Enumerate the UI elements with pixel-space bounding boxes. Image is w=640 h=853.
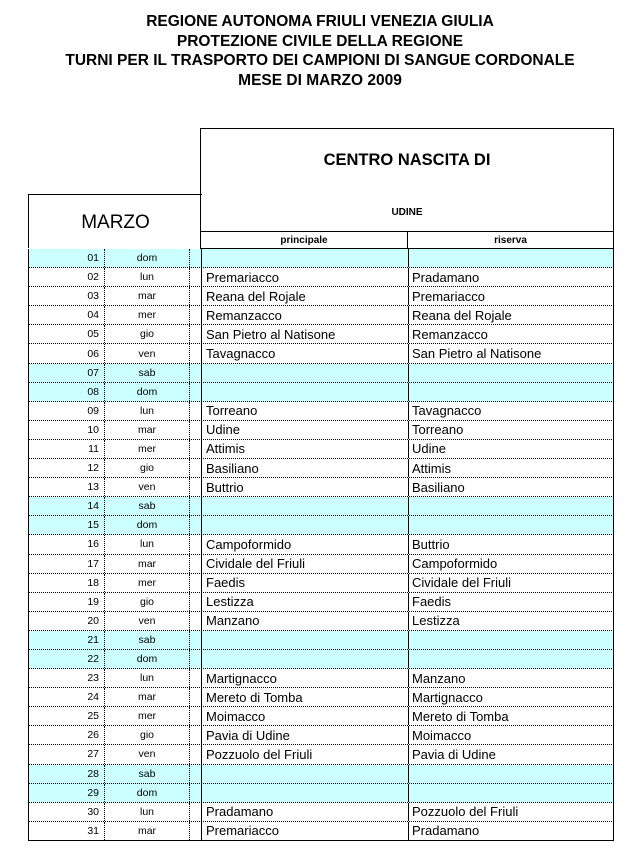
riserva-cell	[408, 784, 614, 802]
riserva-cell: Torreano	[408, 421, 614, 439]
month-header	[28, 194, 202, 248]
table-row	[28, 402, 614, 421]
table-row	[28, 459, 614, 478]
day-cell: 05	[87, 328, 99, 341]
riserva-cell: San Pietro al Natisone	[408, 344, 614, 362]
principale-cell	[201, 364, 408, 382]
weekday-cell: lun	[104, 535, 189, 553]
principale-cell	[201, 249, 408, 267]
day-cell: 10	[87, 423, 99, 436]
riserva-cell: Pavia di Udine	[408, 745, 614, 763]
principale-cell: Premariacco	[201, 822, 408, 840]
spacer-cell	[189, 822, 201, 840]
schedule-table	[28, 249, 614, 841]
day-cell: 18	[87, 576, 99, 589]
spacer-cell	[189, 574, 201, 592]
table-row	[28, 516, 614, 535]
weekday-cell: mer	[104, 306, 189, 324]
riserva-cell: Attimis	[408, 459, 614, 477]
centro-nascita-title: CENTRO NASCITA DI	[323, 151, 491, 169]
table-row	[28, 650, 614, 669]
table-row	[28, 478, 614, 497]
day-cell: 11	[88, 442, 99, 455]
principale-cell	[201, 650, 408, 668]
day-cell: 04	[87, 309, 99, 322]
principale-cell: Pavia di Udine	[201, 726, 408, 744]
table-row	[28, 249, 614, 268]
header-line-turni: TURNI PER IL TRASPORTO DEI CAMPIONI DI SANGUE CORDONALE	[65, 52, 575, 69]
centro-nascita-name: UDINE	[391, 207, 423, 218]
principale-cell	[201, 631, 408, 649]
table-row	[28, 383, 614, 402]
weekday-cell: gio	[104, 593, 189, 611]
riserva-cell: Tavagnacco	[408, 402, 614, 420]
weekday-cell: ven	[104, 478, 189, 496]
spacer-cell	[189, 459, 201, 477]
weekday-cell: mar	[104, 421, 189, 439]
weekday-cell: mar	[104, 688, 189, 706]
principale-cell: Campoformido	[201, 535, 408, 553]
weekday-cell: dom	[104, 516, 189, 534]
day-cell: 25	[87, 710, 99, 723]
principale-cell: Udine	[201, 421, 408, 439]
spacer-cell	[189, 440, 201, 458]
column-header-principale: principale	[201, 232, 408, 248]
table-row	[28, 765, 614, 784]
day-cell: 09	[87, 404, 99, 417]
spacer-cell	[189, 421, 201, 439]
riserva-cell: Buttrio	[408, 535, 614, 553]
table-row	[28, 497, 614, 516]
day-cell: 08	[87, 385, 99, 398]
table-row	[28, 688, 614, 707]
riserva-cell: Pozzuolo del Friuli	[408, 803, 614, 821]
weekday-cell: lun	[104, 669, 189, 687]
weekday-cell: ven	[104, 344, 189, 362]
day-cell: 16	[87, 538, 99, 551]
riserva-cell	[408, 765, 614, 783]
spacer-cell	[189, 650, 201, 668]
spacer-cell	[189, 402, 201, 420]
spacer-cell	[189, 803, 201, 821]
day-cell: 14	[87, 500, 99, 513]
principale-cell: Buttrio	[201, 478, 408, 496]
spacer-cell	[189, 612, 201, 630]
table-row	[28, 287, 614, 306]
spacer-cell	[189, 707, 201, 725]
table-row	[28, 421, 614, 440]
table-row	[28, 612, 614, 631]
principale-cell: Lestizza	[201, 593, 408, 611]
table-row	[28, 555, 614, 574]
spacer-cell	[189, 631, 201, 649]
spacer-cell	[189, 555, 201, 573]
principale-cell	[201, 784, 408, 802]
document-header	[0, 12, 640, 90]
weekday-cell: sab	[104, 631, 189, 649]
table-row	[28, 306, 614, 325]
spacer-cell	[189, 784, 201, 802]
riserva-cell: Campoformido	[408, 555, 614, 573]
weekday-cell: dom	[104, 650, 189, 668]
day-cell: 24	[87, 691, 99, 704]
principale-cell: Mereto di Tomba	[201, 688, 408, 706]
principale-cell: Remanzacco	[201, 306, 408, 324]
weekday-cell: mar	[104, 555, 189, 573]
weekday-cell: mar	[104, 822, 189, 840]
day-cell: 23	[87, 672, 99, 685]
riserva-cell: Mereto di Tomba	[408, 707, 614, 725]
riserva-cell: Manzano	[408, 669, 614, 687]
riserva-cell	[408, 364, 614, 382]
weekday-cell: mar	[104, 287, 189, 305]
principale-cell: Premariacco	[201, 268, 408, 286]
riserva-cell: Pradamano	[408, 268, 614, 286]
spacer-cell	[189, 478, 201, 496]
weekday-cell: lun	[104, 268, 189, 286]
riserva-cell	[408, 249, 614, 267]
riserva-cell: Moimacco	[408, 726, 614, 744]
principale-cell: Reana del Rojale	[201, 287, 408, 305]
spacer-cell	[189, 765, 201, 783]
principale-cell: San Pietro al Natisone	[201, 325, 408, 343]
day-cell: 28	[87, 767, 99, 780]
header-line-protezione: PROTEZIONE CIVILE DELLA REGIONE	[176, 32, 464, 50]
principale-cell: Tavagnacco	[201, 344, 408, 362]
header-line-region: REGIONE AUTONOMA FRIULI VENEZIA GIULIA	[146, 13, 494, 30]
principale-cell: Cividale del Friuli	[201, 555, 408, 573]
table-row	[28, 707, 614, 726]
spacer-cell	[189, 745, 201, 763]
spacer-cell	[189, 516, 201, 534]
spacer-cell	[189, 688, 201, 706]
weekday-cell: mer	[104, 440, 189, 458]
table-row	[28, 745, 614, 764]
table-row	[28, 440, 614, 459]
spacer-cell	[189, 249, 201, 267]
principale-cell: Pradamano	[201, 803, 408, 821]
weekday-cell: lun	[104, 803, 189, 821]
weekday-cell: mer	[104, 574, 189, 592]
riserva-cell: Pradamano	[408, 822, 614, 840]
riserva-cell: Udine	[408, 440, 614, 458]
day-cell: 07	[87, 366, 99, 379]
riserva-cell: Remanzacco	[408, 325, 614, 343]
spacer-cell	[189, 364, 201, 382]
day-cell: 19	[87, 595, 99, 608]
day-cell: 15	[87, 519, 99, 532]
table-row	[28, 574, 614, 593]
riserva-cell: Cividale del Friuli	[408, 574, 614, 592]
spacer-cell	[189, 344, 201, 362]
spacer-cell	[189, 287, 201, 305]
weekday-cell: gio	[104, 325, 189, 343]
day-cell: 26	[87, 729, 99, 742]
spacer-cell	[189, 268, 201, 286]
riserva-cell	[408, 497, 614, 515]
weekday-cell: ven	[104, 612, 189, 630]
day-cell: 29	[87, 786, 99, 799]
spacer-cell	[189, 726, 201, 744]
column-subheaders	[200, 231, 614, 249]
weekday-cell: mer	[104, 707, 189, 725]
day-cell: 13	[87, 481, 99, 494]
table-row	[28, 803, 614, 822]
table-row	[28, 344, 614, 363]
riserva-cell: Lestizza	[408, 612, 614, 630]
weekday-cell: dom	[104, 249, 189, 267]
spacer-cell	[189, 593, 201, 611]
principale-cell: Torreano	[201, 402, 408, 420]
spacer-cell	[189, 306, 201, 324]
table-row	[28, 822, 614, 841]
riserva-cell	[408, 631, 614, 649]
table-row	[28, 726, 614, 745]
day-cell: 01	[87, 252, 99, 265]
riserva-cell: Basiliano	[408, 478, 614, 496]
header-line-mese: MESE DI MARZO 2009	[238, 71, 402, 89]
riserva-cell: Reana del Rojale	[408, 306, 614, 324]
spacer-cell	[189, 383, 201, 401]
centro-nascita-header	[200, 128, 614, 232]
weekday-cell: dom	[104, 784, 189, 802]
day-cell: 22	[87, 653, 99, 666]
principale-cell: Martignacco	[201, 669, 408, 687]
table-row	[28, 631, 614, 650]
spacer-cell	[189, 535, 201, 553]
principale-cell: Attimis	[201, 440, 408, 458]
table-row	[28, 535, 614, 554]
principale-cell	[201, 383, 408, 401]
weekday-cell: lun	[104, 402, 189, 420]
principale-cell	[201, 765, 408, 783]
weekday-cell: sab	[104, 497, 189, 515]
weekday-cell: gio	[104, 726, 189, 744]
table-row	[28, 325, 614, 344]
day-cell: 30	[87, 805, 99, 818]
day-cell: 20	[87, 614, 99, 627]
table-row	[28, 364, 614, 383]
table-row	[28, 784, 614, 803]
principale-cell: Faedis	[201, 574, 408, 592]
riserva-cell	[408, 650, 614, 668]
day-cell: 03	[87, 290, 99, 303]
day-cell: 17	[87, 557, 99, 570]
riserva-cell: Faedis	[408, 593, 614, 611]
table-row	[28, 268, 614, 287]
principale-cell: Manzano	[201, 612, 408, 630]
principale-cell: Basiliano	[201, 459, 408, 477]
weekday-cell: gio	[104, 459, 189, 477]
spacer-cell	[189, 497, 201, 515]
weekday-cell: sab	[104, 364, 189, 382]
day-cell: 31	[87, 824, 99, 837]
day-cell: 21	[87, 633, 99, 646]
day-cell: 27	[87, 748, 99, 761]
column-header-riserva: riserva	[494, 234, 527, 246]
principale-cell: Moimacco	[201, 707, 408, 725]
table-row	[28, 593, 614, 612]
riserva-cell: Martignacco	[408, 688, 614, 706]
spacer-cell	[189, 669, 201, 687]
riserva-cell	[408, 383, 614, 401]
day-cell: 02	[87, 271, 99, 284]
month-label: MARZO	[81, 212, 150, 233]
day-cell: 06	[87, 347, 99, 360]
weekday-cell: dom	[104, 383, 189, 401]
day-cell: 12	[87, 462, 99, 475]
table-row	[28, 669, 614, 688]
principale-cell: Pozzuolo del Friuli	[201, 745, 408, 763]
principale-cell	[201, 497, 408, 515]
spacer-cell	[189, 325, 201, 343]
weekday-cell: ven	[104, 745, 189, 763]
riserva-cell	[408, 516, 614, 534]
principale-cell	[201, 516, 408, 534]
riserva-cell: Premariacco	[408, 287, 614, 305]
weekday-cell: sab	[104, 765, 189, 783]
